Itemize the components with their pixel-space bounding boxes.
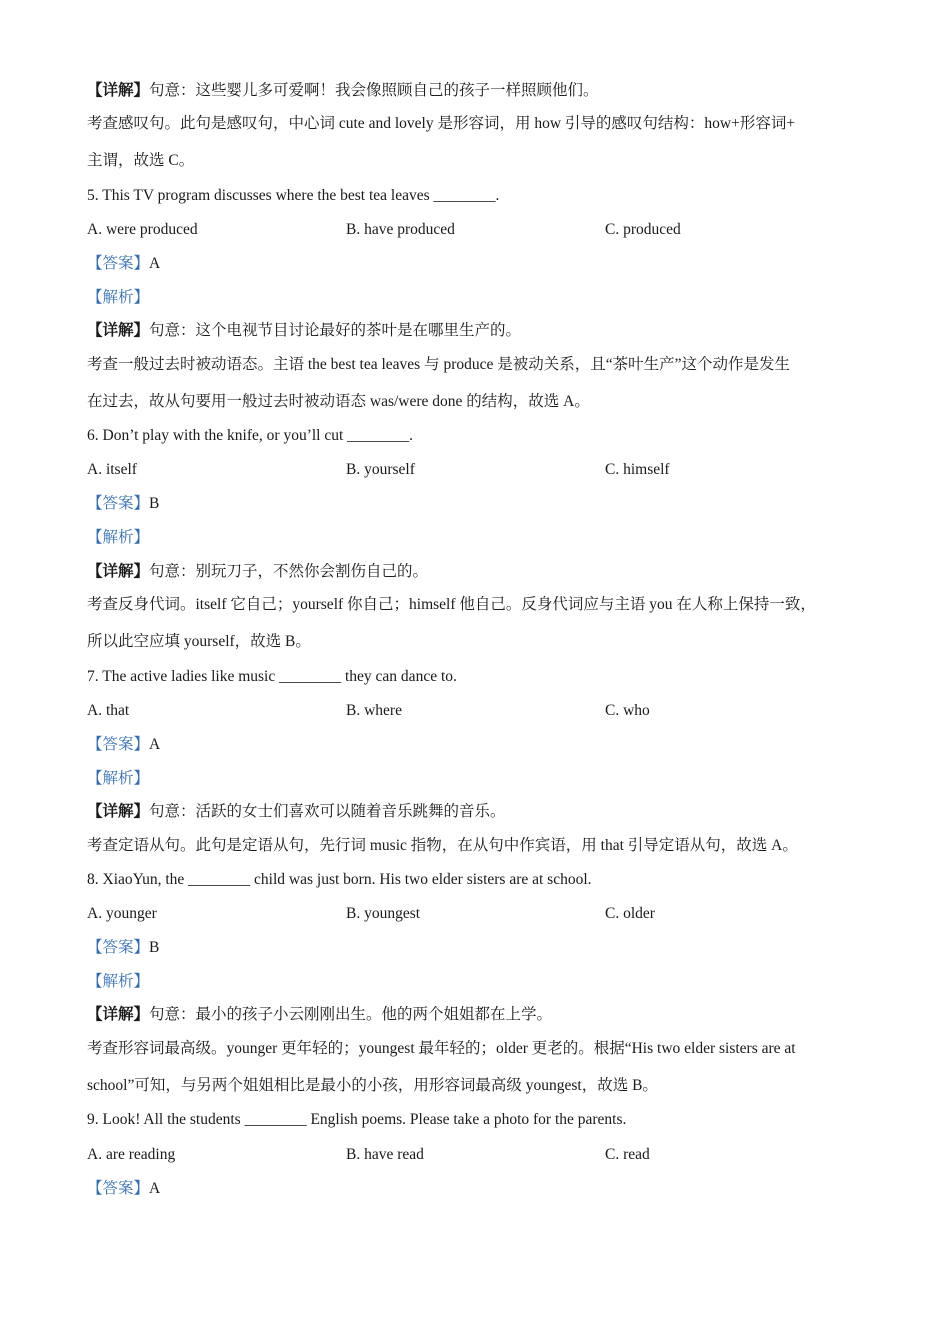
q7-option-c: C. who	[605, 702, 650, 719]
q5-option-c: C. produced	[605, 221, 681, 238]
q9-option-a: A. are reading	[87, 1146, 176, 1163]
q7-answer-line	[87, 735, 870, 755]
q8-option-a: A. younger	[87, 905, 157, 922]
q6-detail-line	[87, 562, 870, 582]
answer-tag: 【答案】	[87, 736, 150, 753]
detail-tag: 【详解】	[87, 1006, 150, 1023]
answer-value: B	[149, 495, 160, 512]
detail-tag: 【详解】	[87, 563, 150, 580]
q5-detail-line	[87, 321, 870, 341]
answer-value: B	[149, 939, 160, 956]
q6-explain-line-1: 考查反身代词。itself 它自己；yourself 你自己；himself 他自己。反身代词应与主语 you 在人称上保持一致，	[87, 596, 816, 613]
q6-explain-line-2: 所以此空应填 yourself，故选 B。	[87, 633, 311, 650]
q7-option-b: B. where	[346, 702, 402, 719]
q6-option-a: A. itself	[87, 461, 137, 478]
q7-stem: 7. The active ladies like music ________ they can dance to.	[87, 668, 457, 685]
q8-explain-line-1: 考查形容词最高级。younger 更年轻的；youngest 最年轻的；older 更老的。根据“His two elder sisters are at	[87, 1040, 796, 1057]
answer-tag: 【答案】	[87, 939, 150, 956]
q7-option-a: A. that	[87, 702, 130, 719]
detail-text: 句意：别玩刀子，不然你会割伤自己的。	[149, 563, 429, 580]
q6-answer-line	[87, 494, 870, 514]
answer-tag: 【答案】	[87, 255, 150, 272]
q8-answer-line	[87, 938, 870, 958]
detail-tag: 【详解】	[87, 82, 150, 99]
q9-option-b: B. have read	[346, 1146, 424, 1163]
q8-option-c: C. older	[605, 905, 655, 922]
q7-analysis-tag: 【解析】	[87, 770, 150, 787]
q6-stem: 6. Don’t play with the knife, or you’ll cut ________.	[87, 427, 414, 444]
q8-option-b: B. youngest	[346, 905, 421, 922]
q9-stem: 9. Look! All the students ________ English poems. Please take a photo for the parents.	[87, 1111, 627, 1128]
q5-analysis-tag: 【解析】	[87, 289, 150, 306]
q7-explain-line-1: 考查定语从句。此句是定语从句，先行词 music 指物，在从句中作宾语，用 that 引导定语从句，故选 A。	[87, 837, 798, 854]
q5-stem: 5. This TV program discusses where the best tea leaves ________.	[87, 187, 500, 204]
detail-tag: 【详解】	[87, 803, 150, 820]
q9-option-c: C. read	[605, 1146, 650, 1163]
q5-option-a: A. were produced	[87, 221, 198, 238]
q8-explain-line-2: school”可知，与另两个姐姐相比是最小的小孩，用形容词最高级 youngest，故选 B。	[87, 1077, 658, 1094]
detail-tag: 【详解】	[87, 322, 150, 339]
q4-explain-line-2: 主谓，故选 C。	[87, 152, 195, 169]
detail-text: 句意：活跃的女士们喜欢可以随着音乐跳舞的音乐。	[149, 803, 506, 820]
answer-tag: 【答案】	[87, 1180, 150, 1197]
q5-answer-line	[87, 254, 870, 274]
q4-explain-line-1: 考查感叹句。此句是感叹句，中心词 cute and lovely 是形容词，用 how 引导的感叹句结构：how+形容词+	[87, 115, 796, 132]
answer-tag: 【答案】	[87, 495, 150, 512]
q7-detail-line	[87, 802, 870, 822]
detail-text: 句意：这个电视节目讨论最好的茶叶是在哪里生产的。	[149, 322, 522, 339]
answer-value: A	[149, 736, 161, 753]
q5-explain-line-2: 在过去，故从句要用一般过去时被动语态 was/were done 的结构，故选 A。	[87, 393, 590, 410]
q5-option-b: B. have produced	[346, 221, 455, 238]
q8-analysis-tag: 【解析】	[87, 973, 150, 990]
q6-option-c: C. himself	[605, 461, 670, 478]
q6-analysis-tag: 【解析】	[87, 529, 150, 546]
answer-value: A	[149, 255, 161, 272]
detail-text: 句意：最小的孩子小云刚刚出生。他的两个姐姐都在上学。	[149, 1006, 553, 1023]
q5-explain-line-1: 考查一般过去时被动语态。主语 the best tea leaves 与 produce 是被动关系，且“茶叶生产”这个动作是发生	[87, 356, 791, 373]
detail-text: 句意：这些婴儿多可爱啊！我会像照顾自己的孩子一样照顾他们。	[149, 82, 599, 99]
q4-detail-line	[87, 81, 870, 101]
q9-answer-line	[87, 1179, 870, 1199]
q8-stem: 8. XiaoYun, the ________ child was just born. His two elder sisters are at school.	[87, 871, 592, 888]
answer-value: A	[149, 1180, 161, 1197]
q8-detail-line	[87, 1005, 870, 1025]
q6-option-b: B. yourself	[346, 461, 415, 478]
